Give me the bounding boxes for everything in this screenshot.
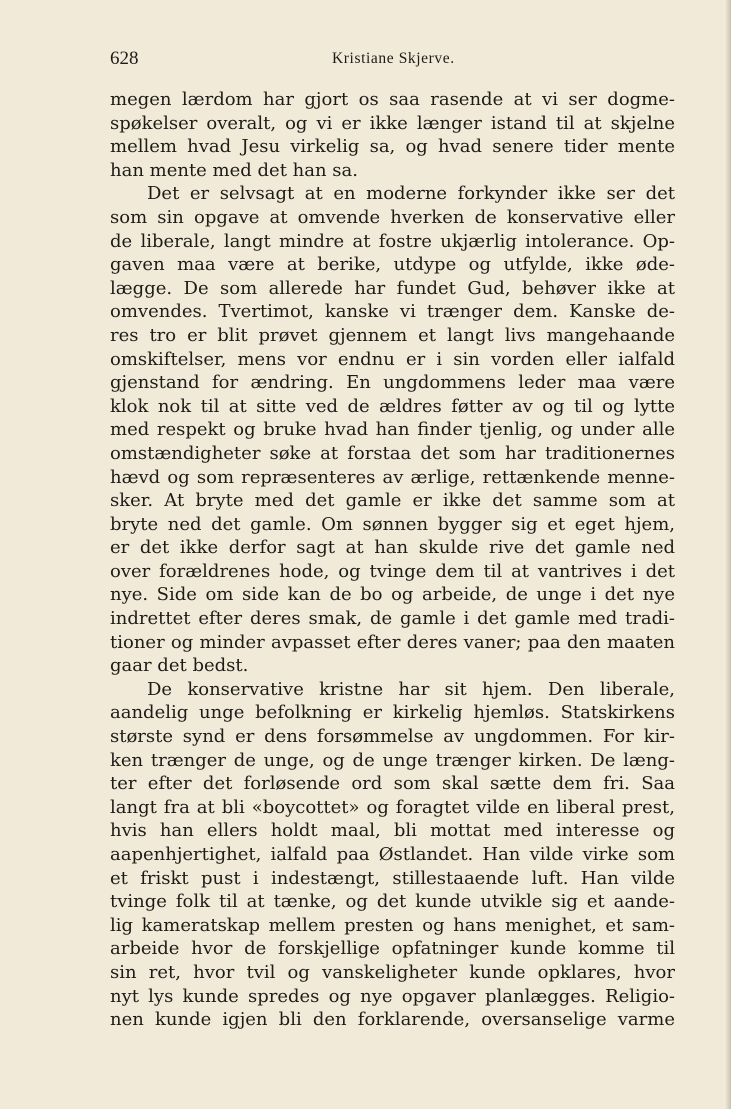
- text-line: tvinge folk til at tænke, og det kunde utvikle sig et aande-: [110, 891, 675, 913]
- text-line: sker. At bryte med det gamle er ikke det samme som at: [110, 490, 675, 512]
- text-line: som sin opgave at omvende hverken de konservative eller: [110, 206, 675, 228]
- text-line: arbeide hvor de forskjellige opfatninger kunde komme til: [110, 938, 675, 960]
- text-line: res tro er blit prøvet gjennem et langt livs mangehaande: [110, 324, 675, 346]
- text-line: lig kameratskap mellem presten og hans menighet, et sam-: [110, 914, 675, 936]
- text-line: De konservative kristne har sit hjem. Den liberale,: [147, 678, 675, 700]
- text-line: gjenstand for ændring. En ungdommens leder maa være: [110, 372, 675, 394]
- text-line: indrettet efter deres smak, de gamle i det gamle med tradi-: [110, 608, 675, 630]
- text-line: hævd og som repræsenteres av ærlige, rettænkende menne-: [110, 466, 675, 488]
- text-line: hvis han ellers holdt maal, bli mottat med interesse og: [110, 820, 675, 842]
- text-line: de liberale, langt mindre at fostre ukjærlig intolerance. Op-: [110, 230, 675, 252]
- text-line: største synd er dens forsømmelse av ungdommen. For kir-: [110, 726, 675, 748]
- text-line: med respekt og bruke hvad han finder tjenlig, og under alle: [110, 419, 675, 441]
- text-line: er det ikke derfor sagt at han skulde rive det gamle ned: [110, 537, 675, 559]
- text-line: lægge. De som allerede har fundet Gud, behøver ikke at: [110, 277, 675, 299]
- text-line: omvendes. Tvertimot, kanske vi trænger dem. Kanske de-: [110, 301, 675, 323]
- text-line: gaar det bedst.: [110, 655, 249, 677]
- body-text: [110, 88, 675, 1032]
- text-line: klok nok til at sitte ved de ældres føtter av og til og lytte: [110, 395, 675, 417]
- page-number: 628: [110, 48, 139, 69]
- text-line: Det er selvsagt at en moderne forkynder ikke ser det: [147, 183, 675, 205]
- text-line: aandelig unge befolkning er kirkelig hjemløs. Statskirkens: [110, 702, 675, 724]
- text-line: megen lærdom har gjort os saa rasende at vi ser dogme-: [110, 89, 675, 110]
- running-head: Kristiane Skjerve.: [332, 50, 455, 67]
- text-line: omskiftelser, mens vor endnu er i sin vorden eller ialfald: [110, 348, 675, 370]
- text-line: mellem hvad Jesu virkelig sa, og hvad senere tider mente: [110, 136, 675, 158]
- text-line: tioner og minder avpasset efter deres vaner; paa den maaten: [110, 631, 675, 653]
- text-line: omstændigheter søke at forstaa det som har traditionernes: [110, 442, 675, 464]
- text-line: gaven maa være at berike, utdype og utfylde, ikke øde-: [110, 254, 675, 276]
- text-line: nyt lys kunde spredes og nye opgaver planlægges. Religio-: [110, 985, 675, 1007]
- text-line: han mente med det han sa.: [110, 159, 358, 181]
- text-line: et friskt pust i indestængt, stillestaaende luft. Han vilde: [110, 867, 675, 889]
- text-line: spøkelser overalt, og vi er ikke længer istand til at skjelne: [110, 112, 675, 134]
- text-line: ter efter det forløsende ord som skal sætte dem fri. Saa: [110, 773, 675, 795]
- text-line: nen kunde igjen bli den forklarende, oversanselige varme: [110, 1009, 675, 1031]
- page-edge-shadow: [725, 0, 731, 1109]
- text-line: ken trænger de unge, og de unge trænger kirken. De læng-: [110, 749, 675, 771]
- text-line: over forældrenes hode, og tvinge dem til at vantrives i det: [110, 560, 675, 582]
- text-line: langt fra at bli «boycottet» og foragtet vilde en liberal prest,: [110, 796, 675, 818]
- text-line: aapenhjertighet, ialfald paa Østlandet. Han vilde virke som: [110, 844, 675, 865]
- page-header: [110, 48, 675, 72]
- text-line: sin ret, hvor tvil og vanskeligheter kunde opklares, hvor: [110, 961, 675, 983]
- text-line: nye. Side om side kan de bo og arbeide, de unge i det nye: [110, 584, 675, 606]
- text-line: bryte ned det gamle. Om sønnen bygger sig et eget hjem,: [110, 513, 675, 535]
